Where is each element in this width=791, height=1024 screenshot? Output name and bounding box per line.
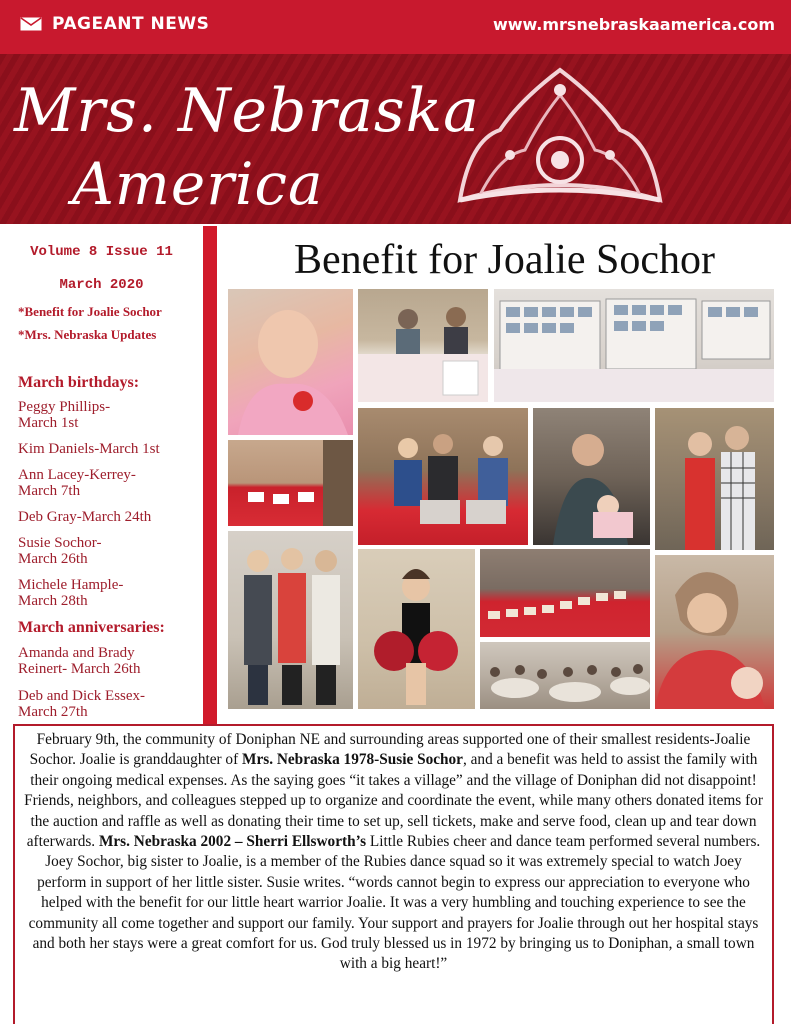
photo-grandma-baby bbox=[655, 555, 774, 709]
birthday-item: Kim Daniels-March 1st bbox=[18, 441, 160, 457]
tiara-icon bbox=[440, 60, 680, 220]
article-body bbox=[13, 724, 774, 1024]
masthead-banner bbox=[0, 54, 791, 224]
section-title: PAGEANT NEWS bbox=[52, 14, 210, 34]
photo-couple bbox=[655, 408, 774, 550]
birthday-item: Michele Hample- March 28th bbox=[18, 577, 124, 609]
name-highlight: Mrs. Nebraska 1978-Susie Sochor bbox=[242, 751, 463, 769]
contents-item: *Benefit for Joalie Sochor bbox=[18, 304, 162, 319]
sidebar-divider bbox=[203, 226, 217, 724]
birthday-item: Ann Lacey-Kerrey- March 7th bbox=[18, 467, 136, 499]
article-title: Benefit for Joalie Sochor bbox=[293, 237, 716, 283]
birthdays-heading: March birthdays: bbox=[18, 374, 140, 391]
issue-date: March 2020 bbox=[59, 277, 144, 293]
name-highlight: Mrs. Nebraska 2002 – Sherri Ellsworth’s bbox=[98, 833, 367, 851]
envelope-icon bbox=[20, 17, 42, 31]
top-bar bbox=[0, 0, 791, 54]
photo-mother-baby bbox=[533, 408, 650, 545]
photo-food-servers bbox=[358, 408, 528, 545]
contents-item: *Mrs. Nebraska Updates bbox=[18, 327, 157, 342]
anniversary-item: Deb and Dick Essex- March 27th bbox=[18, 688, 146, 720]
photo-auction-tables bbox=[480, 549, 650, 637]
photo-crowd bbox=[480, 642, 650, 709]
birthday-item: Susie Sochor- March 26th bbox=[18, 535, 102, 567]
photo-red-table bbox=[228, 440, 353, 526]
photo-boards bbox=[494, 289, 774, 402]
article-paragraph: February 9th, the community of Doniphan NE and surrounding areas supported one of their smallest residents-Joalie Sochor. Joalie is granddaughter of Mrs. Nebraska 1978-Susie Sochor, and a benefit was held to assist the family with their ongoing medical expenses. As the saying goes “it takes a village” and the village of Doniphan did not disappoint! Friends, neighbors, and colleagues stepped up to organize and coordinate the event, while many others donated items for the auction and raffle as well as donating their time to set up, sell tickets, make and serve food, clean up and tear down afterwards. Mrs. Nebraska 2002 – Sherri Ellsworth’s Little Rubies cheer and dance team performed several numbers. Joey Sochor, big sister to Joalie, is a member of the Rubies dance squad so it was extremely special to watch Joey perform in support of her little sister. Susie writes. “words cannot begin to express our appreciation to everyone who helped with the benefit for our little heart warrior Joalie. It was a very humbling and touching experience to see the community all come together and support our family. Your support and prayers for Joalie through out her hospital stays and both her stays were a great comfort for us. God truly blessed us in 1972 by bringing us to Doniphan, a small town with a big heart!” bbox=[24, 731, 763, 973]
anniversary-item: Amanda and Brady Reinert- March 26th bbox=[18, 645, 141, 677]
photo-ticket-table bbox=[358, 289, 488, 402]
birthday-item: Deb Gray-March 24th bbox=[18, 509, 152, 525]
photo-dancer bbox=[358, 549, 475, 709]
section-label bbox=[20, 14, 209, 34]
photo-baby bbox=[228, 289, 353, 435]
birthday-item: Peggy Phillips- March 1st bbox=[18, 399, 111, 431]
brand-line-2: America bbox=[72, 150, 324, 218]
photo-three-women bbox=[228, 531, 353, 709]
anniversaries-heading: March anniversaries: bbox=[18, 619, 165, 636]
website-link[interactable]: www.mrsnebraskaamerica.com bbox=[492, 15, 775, 34]
brand-line-1: Mrs. Nebraska bbox=[14, 76, 480, 146]
issue-volume: Volume 8 Issue 11 bbox=[30, 244, 173, 260]
